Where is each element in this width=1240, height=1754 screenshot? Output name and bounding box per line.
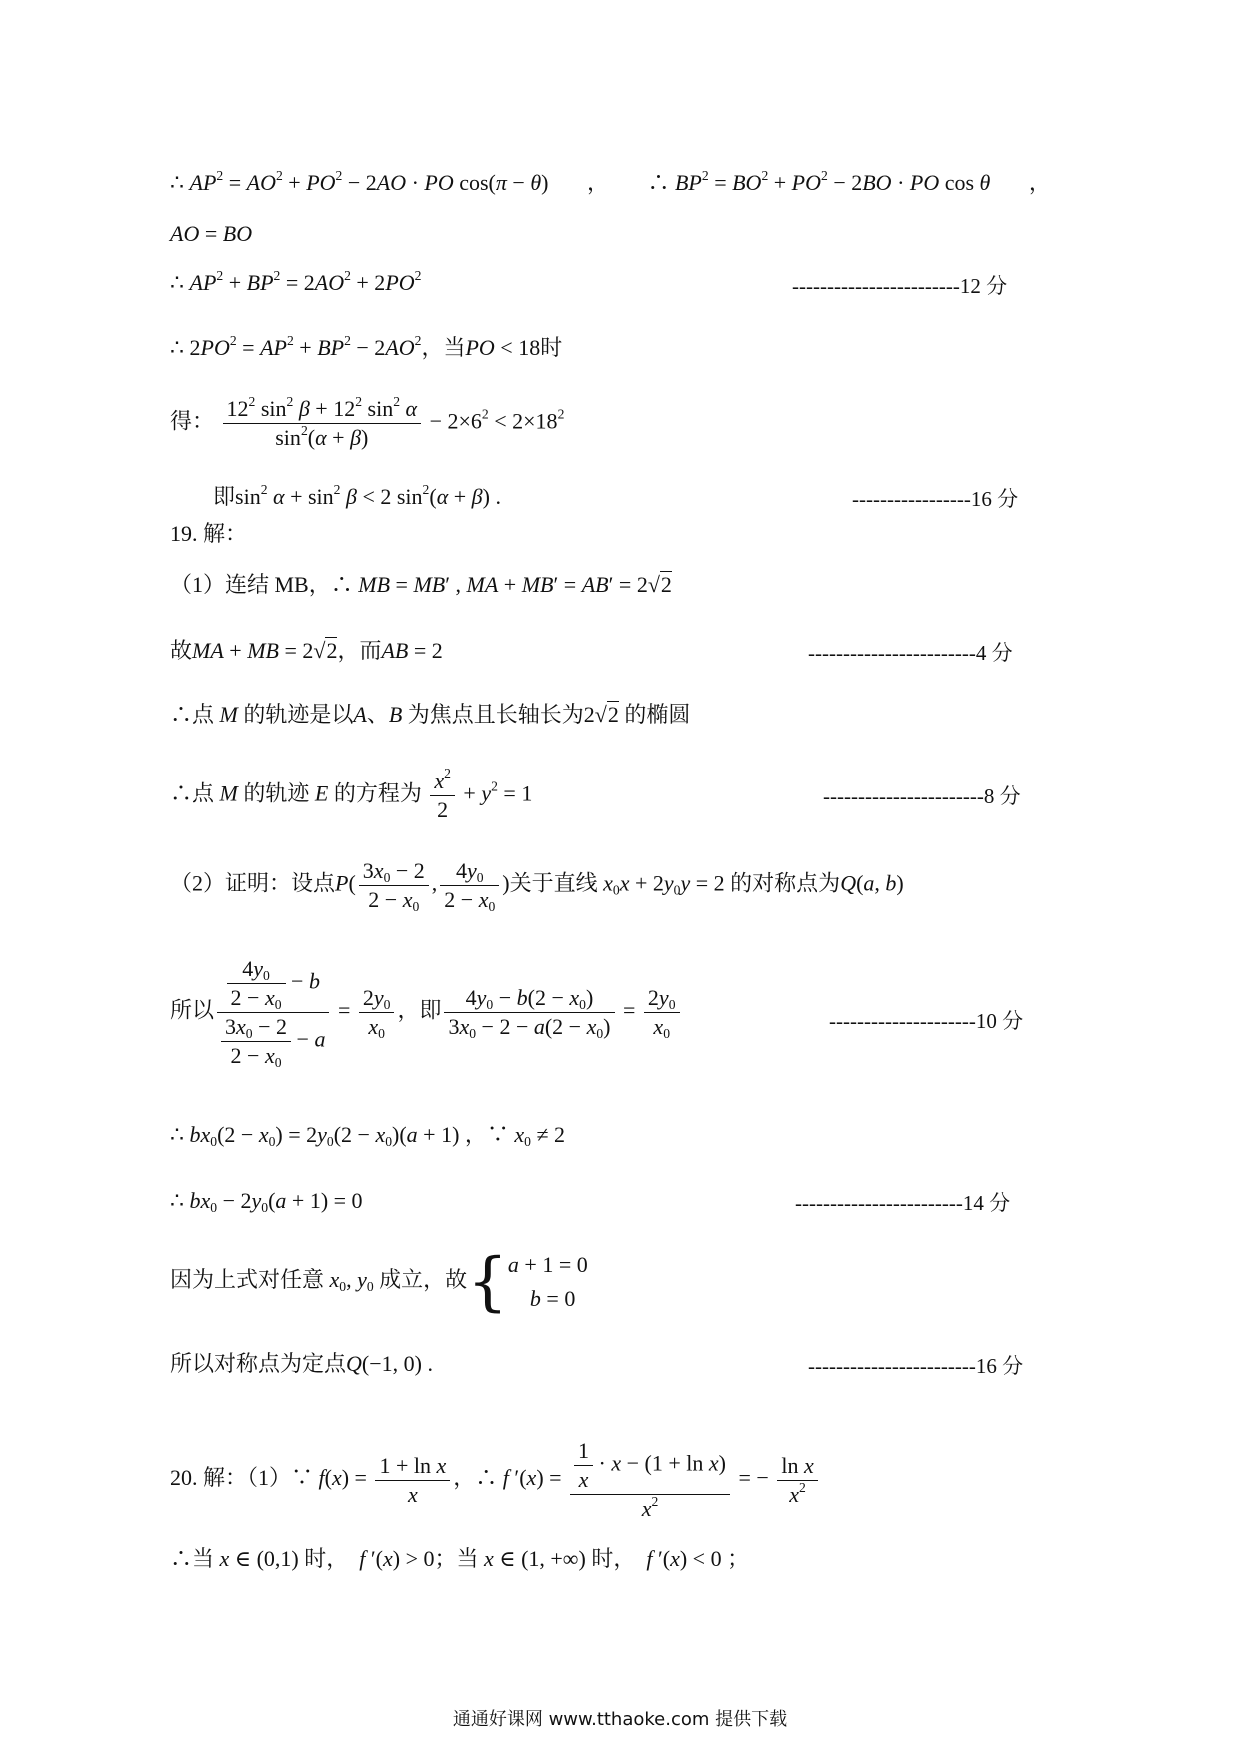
q19-part1-line2: 故MA + MB = 2√2，而AB = 2 [170,638,443,663]
page-footer: 通通好课网 www.tthaoke.com 提供下载 [452,1709,788,1730]
sum-of-squares-line: ∴ $AP^2 + BP^2 = 2AO^2 + 2PO^2$ [170,267,422,295]
q19-heading: 19. 解： [170,521,248,546]
score-marker: -----------------16 分 [852,487,1019,511]
conclusion-18: 即$\sin^2 \alpha + \sin^2 \beta < 2$ $\sin^2(\alpha + \beta)$ . [213,481,501,509]
q20-derivative: 20. 解：（1）∵ f(x) = $\frac{\text{1 + ln x}}{x}$ ，∴ f ′(x) = $\frac{1}{x}$ · x − (1 + ln x) $x^2$ = − $\frac{\text{ln x}}{x^2}$ [170,1440,821,1520]
score-marker: -----------------------8 分 [823,784,1021,808]
score-marker: ------------------------4 分 [808,641,1013,665]
fixed-point-conclusion: 所以对称点为定点Q(−1, 0) . [170,1351,433,1376]
score-marker: ---------------------10 分 [829,1009,1024,1033]
derived-inequality: 得： $\frac{12^2 \sin^2 \beta + 12^2 \sin^2 \alpha}{\sin^2(\alpha + \beta)}$ − $2\times 6^2 < 2\times 18^2$ [170,393,565,450]
law-of-cosines-line: ∴ $AP^2 = AO^2 + PO^2 - 2AO$ · PO cos(π − θ) ， ∴ $BP^2 = BO^2 + PO^2 - 2BO$ · PO cos θ ， [170,167,1051,195]
slope-equation: 所以 $\frac{4y_0}{2 - x_0}$ − b $\frac{3x_0 - 2}{2 - x_0}$ − a = $\frac{2y_0}{x_0}$ ，即 $\frac{4y_0 - b(2 - x_0)}{3x_0 - 2 - a(2 - x_0)}$ = $\frac{2y_0}{x_0}$ [170,958,683,1067]
system-of-equations: 因为上式对任意 $x_0$, $y_0$ 成立，故{ a + 1 = 0 b = 0 [170,1245,588,1320]
simplified-equation: ∴ $bx_0(2 - x_0) = 2y_0(2 - x_0)(a + 1)$ ，∵ $x_0 \ne 2$ [170,1122,566,1150]
score-marker: ------------------------14 分 [795,1191,1011,1215]
q19-part2-setup: （2）证明：设点P( $\frac{3x_0 - 2}{2 - x_0}$ , $\frac{4y_0}{2 - x_0}$ )关于直线 $x_0x + 2y_0y = 2$ 的对称点为Q(a, b) [170,858,904,915]
score-marker: ------------------------12 分 [792,274,1008,298]
reduced-equation: ∴ $bx_0 - 2y_0(a + 1) = 0$ [170,1188,363,1216]
monotonicity-line: ∴当 x ∈ (0,1) 时， f ′(x) > 0；当 x ∈ (1, +∞) 时， f ′(x) < 0 ； [170,1546,750,1571]
q19-part1-line1: （1）连结 MB，∴ MB = MB′ , MA + MB′ = AB′ = 2√2 [170,572,672,597]
ellipse-statement: ∴点 M 的轨迹是以A、B 为焦点且长轴长为2√2 的椭圆 [170,702,691,727]
po-inequality-line: ∴ $2PO^2 = AP^2 + BP^2 - 2AO^2$，当PO < 18时 [170,332,563,360]
score-marker: ------------------------16 分 [808,1354,1024,1378]
ao-equals-bo: AO = BO [170,221,253,246]
ellipse-equation: ∴点 M 的轨迹 E 的方程为 $\frac{x^2}{2}$ + $y^2 = 1$ [170,765,533,822]
